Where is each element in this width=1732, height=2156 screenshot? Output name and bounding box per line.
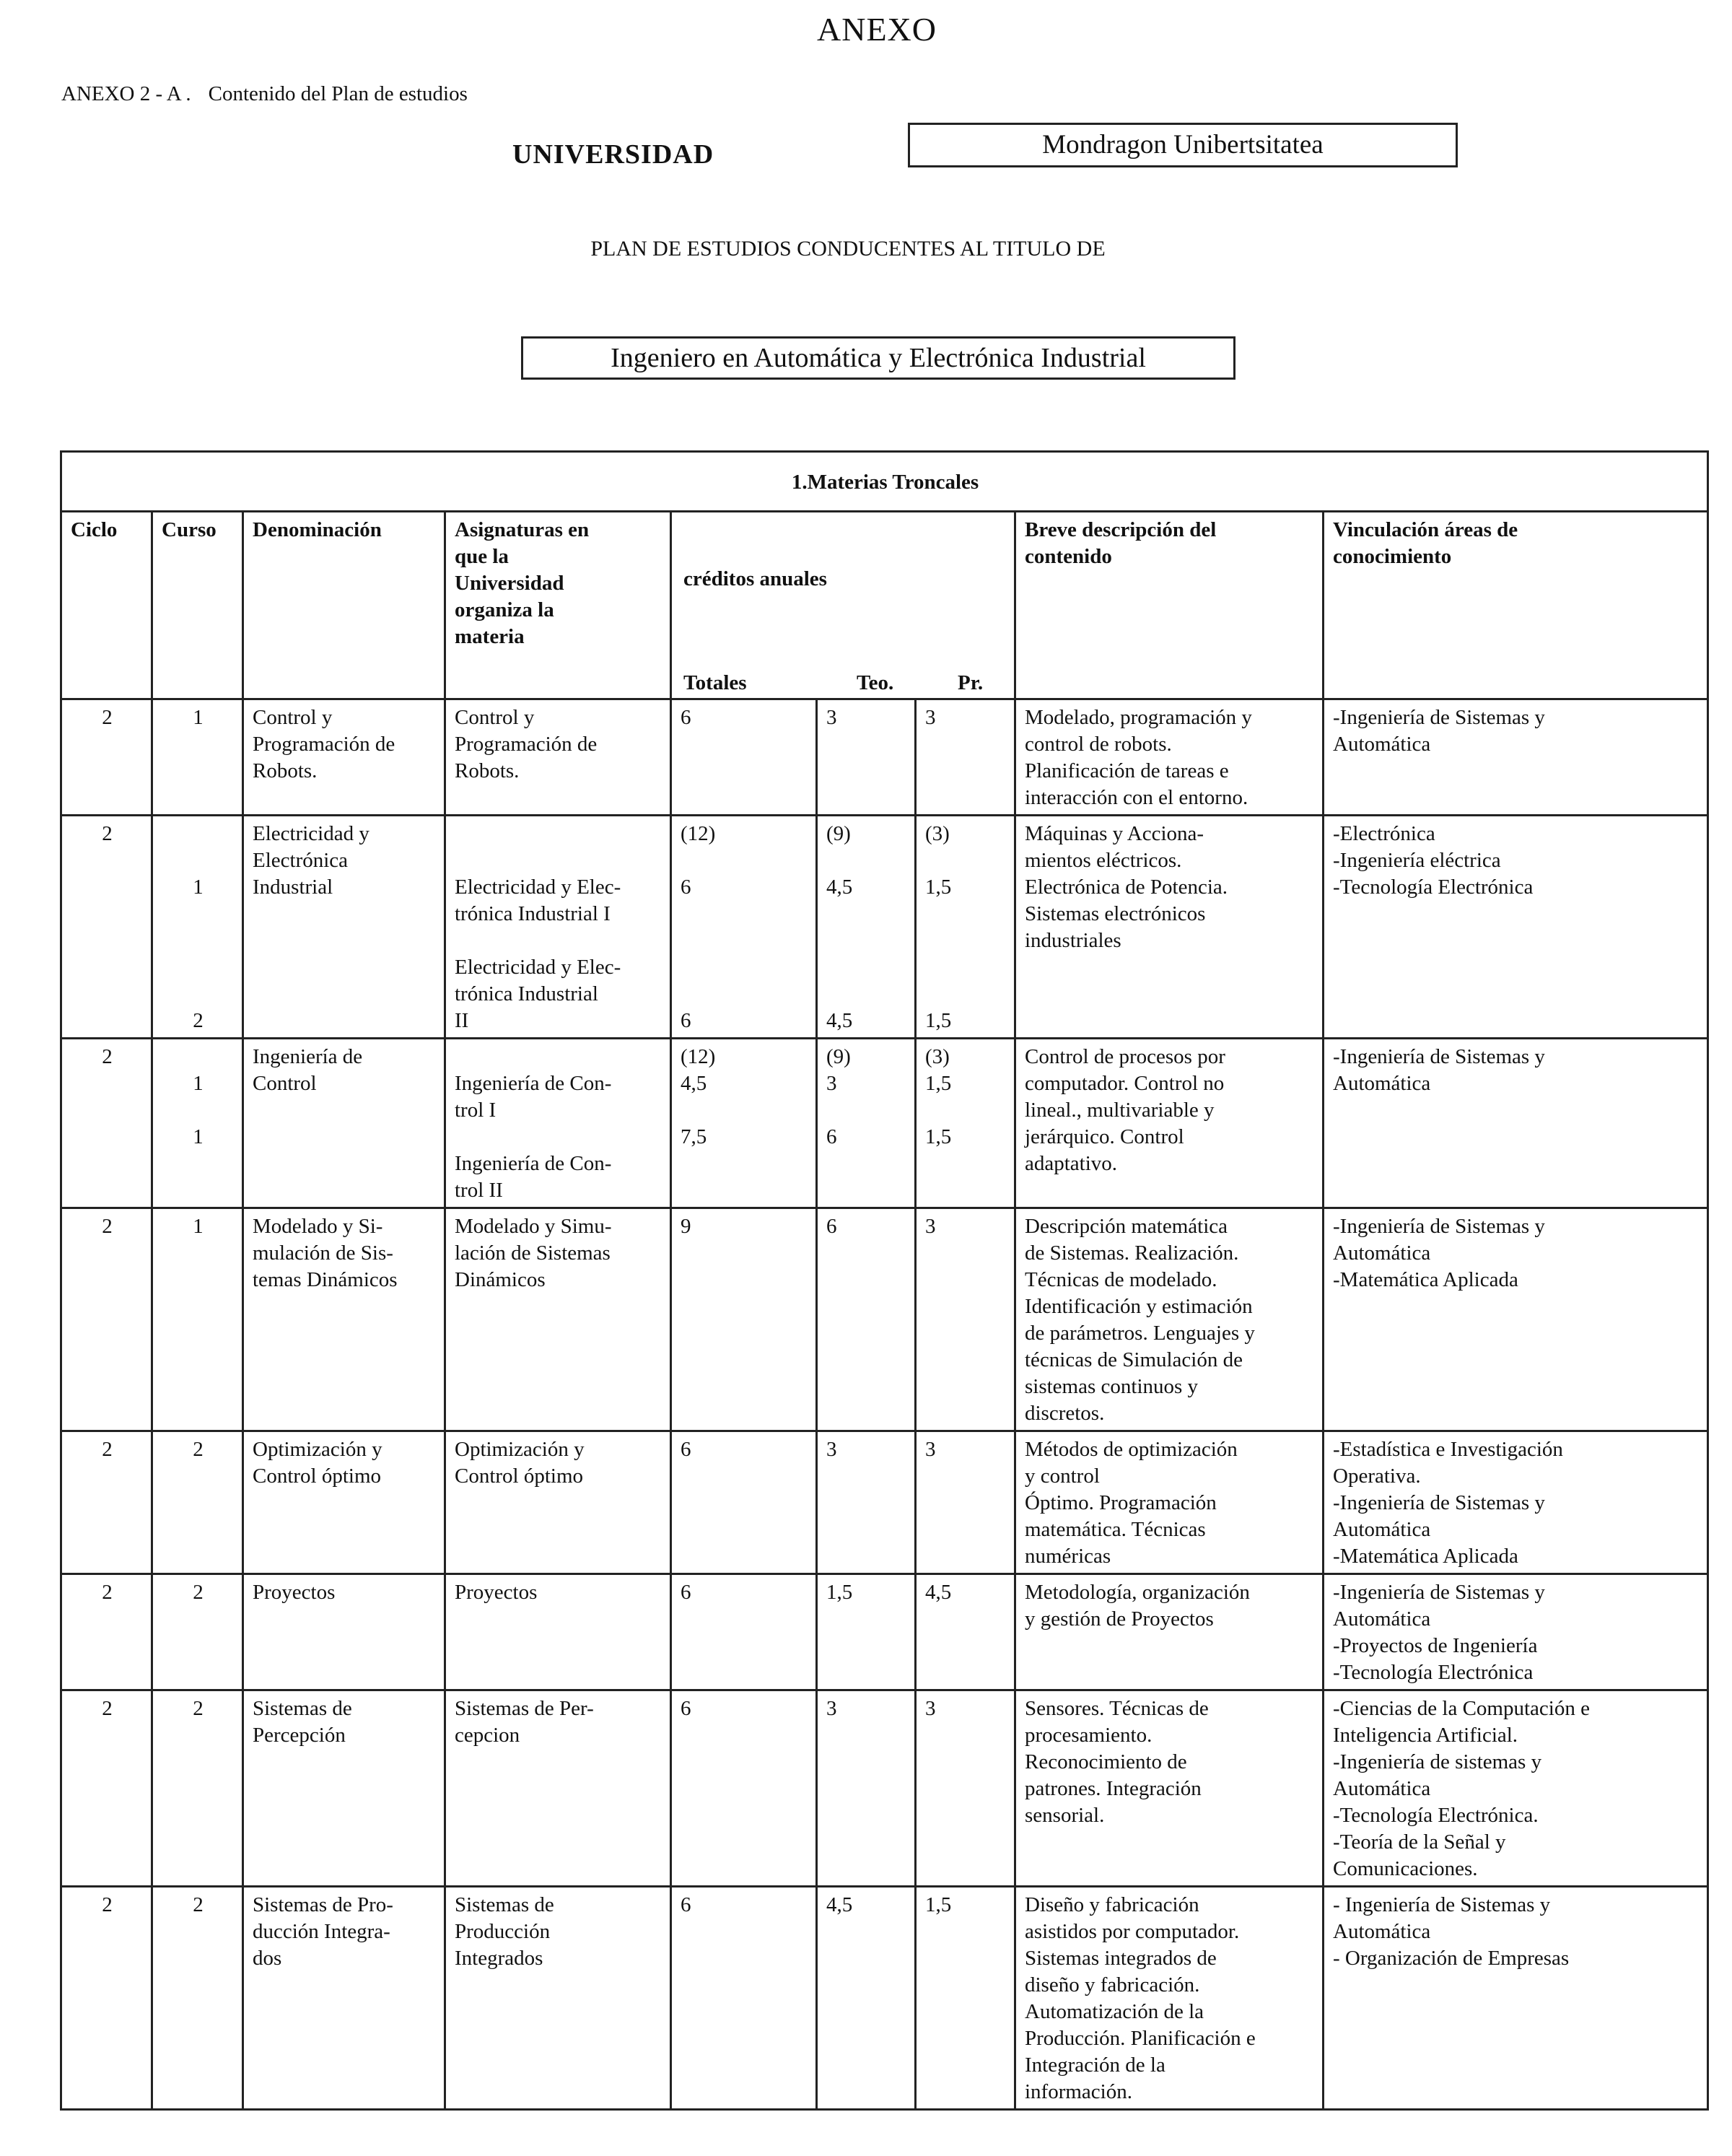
text-line: que la xyxy=(455,545,509,568)
cell-denominacion xyxy=(243,1208,445,1431)
cell-teo: 3 xyxy=(817,1431,916,1574)
cell-denominacion xyxy=(243,1574,445,1690)
cell-descripcion xyxy=(1015,1208,1324,1431)
text-line: (12) xyxy=(681,1045,716,1068)
cell-descripcion xyxy=(1015,1690,1324,1887)
text-line: Control y xyxy=(253,706,333,729)
header-pr: Pr. xyxy=(958,671,984,694)
university-label: UNIVERSIDAD xyxy=(512,139,714,170)
cell-totales: 6 xyxy=(671,699,817,816)
cell-totales xyxy=(671,1039,817,1208)
text-line: lación de Sistemas xyxy=(455,1241,611,1265)
curriculum-table xyxy=(60,450,1709,2111)
text-line: Identificación y estimación xyxy=(1025,1295,1253,1318)
cell-vinculacion xyxy=(1324,1690,1708,1887)
cell-asignaturas xyxy=(445,1039,671,1208)
cell-denominacion xyxy=(243,699,445,816)
cell-teo xyxy=(817,1039,916,1208)
text-line: Ingeniería de Con- xyxy=(455,1072,612,1095)
text-line: Control de procesos por xyxy=(1025,1045,1225,1068)
cell-ciclo: 2 xyxy=(61,1690,152,1887)
text-line: 6 xyxy=(681,1009,691,1032)
plan-heading: PLAN DE ESTUDIOS CONDUCENTES AL TITULO DE xyxy=(590,237,1106,261)
cell-totales: 6 xyxy=(671,1574,817,1690)
text-line: -Teoría de la Señal y xyxy=(1333,1830,1506,1854)
cell-denominacion xyxy=(243,1431,445,1574)
text-line: Producción xyxy=(455,1920,551,1943)
cell-totales: 6 xyxy=(671,1887,817,2110)
text-line: (12) xyxy=(681,822,716,845)
cell-curso: 1 xyxy=(152,1208,243,1431)
text-line: Descripción matemática xyxy=(1025,1215,1228,1238)
text-line: 1 xyxy=(193,1072,204,1095)
cell-curso xyxy=(152,1039,243,1208)
text-line: 4,5 xyxy=(826,876,853,899)
cell-ciclo: 2 xyxy=(61,699,152,816)
text-line: Sistemas de xyxy=(253,1697,352,1720)
text-line: - Organización de Empresas xyxy=(1333,1947,1570,1970)
text-line: Electricidad y xyxy=(253,822,369,845)
text-line: Percepción xyxy=(253,1724,346,1747)
text-line: 3 xyxy=(826,1072,837,1095)
text-line: Electricidad y Elec- xyxy=(455,876,621,899)
text-line: -Tecnología Electrónica. xyxy=(1333,1804,1539,1827)
cell-totales: 6 xyxy=(671,1690,817,1887)
text-line: -Tecnología Electrónica xyxy=(1333,876,1534,899)
cell-totales: 9 xyxy=(671,1208,817,1431)
text-line: trol I xyxy=(455,1099,497,1122)
text-line: Planificación de tareas e xyxy=(1025,759,1229,782)
text-line: Programación de xyxy=(253,733,395,756)
text-line: -Proyectos de Ingeniería xyxy=(1333,1634,1538,1657)
text-line: Asignaturas en xyxy=(455,518,590,541)
page-title: ANEXO xyxy=(817,11,937,48)
text-line: - Ingeniería de Sistemas y xyxy=(1333,1893,1551,1916)
text-line: Sistemas electrónicos xyxy=(1025,902,1206,925)
cell-curso: 2 xyxy=(152,1887,243,2110)
text-line: Automática xyxy=(1333,733,1431,756)
text-line: Sistemas de Per- xyxy=(455,1697,594,1720)
header-row xyxy=(61,512,1708,699)
cell-asignaturas xyxy=(445,1690,671,1887)
cell-pr xyxy=(916,1039,1015,1208)
cell-pr: 3 xyxy=(916,699,1015,816)
cell-pr: 4,5 xyxy=(916,1574,1015,1690)
cell-asignaturas xyxy=(445,1431,671,1574)
cell-vinculacion xyxy=(1324,1208,1708,1431)
text-line: 1,5 xyxy=(925,876,952,899)
cell-teo: 6 xyxy=(817,1208,916,1431)
text-line: 2 xyxy=(193,1009,204,1032)
table-row xyxy=(61,1431,1708,1574)
degree-title-box: Ingeniero en Automática y Electrónica Industrial xyxy=(521,336,1235,380)
text-line: y gestión de Proyectos xyxy=(1025,1607,1214,1631)
annex-description: Contenido del Plan de estudios xyxy=(208,82,468,105)
text-line: Diseño y fabricación xyxy=(1025,1893,1199,1916)
header-asignaturas xyxy=(445,512,671,699)
text-line: industriales xyxy=(1025,929,1121,952)
cell-vinculacion xyxy=(1324,816,1708,1039)
header-creditos xyxy=(671,512,1015,699)
cell-ciclo: 2 xyxy=(61,1039,152,1208)
text-line: -Ingeniería de Sistemas y xyxy=(1333,1215,1545,1238)
table-row xyxy=(61,1039,1708,1208)
cell-vinculacion xyxy=(1324,1574,1708,1690)
text-line: Robots. xyxy=(253,759,318,782)
text-line: Industrial xyxy=(253,876,333,899)
table-row xyxy=(61,1887,1708,2110)
cell-teo: 1,5 xyxy=(817,1574,916,1690)
cell-pr: 3 xyxy=(916,1208,1015,1431)
text-line: Técnicas de modelado. xyxy=(1025,1268,1217,1291)
text-line: control de robots. xyxy=(1025,733,1172,756)
cell-pr: 3 xyxy=(916,1690,1015,1887)
cell-descripcion xyxy=(1015,1574,1324,1690)
header-descripcion xyxy=(1015,512,1324,699)
text-line: Ingeniería de xyxy=(253,1045,363,1068)
cell-ciclo: 2 xyxy=(61,1574,152,1690)
text-line: Optimización y xyxy=(455,1438,585,1461)
text-line: -Electrónica xyxy=(1333,822,1435,845)
text-line: Inteligencia Artificial. xyxy=(1333,1724,1518,1747)
text-line: trol II xyxy=(455,1179,503,1202)
header-denominacion: Denominación xyxy=(243,512,445,699)
text-line: -Ingeniería de Sistemas y xyxy=(1333,1491,1545,1514)
text-line: -Ciencias de la Computación e xyxy=(1333,1697,1590,1720)
text-line: Electrónica de Potencia. xyxy=(1025,876,1228,899)
text-line: (3) xyxy=(925,1045,950,1068)
cell-pr: 1,5 xyxy=(916,1887,1015,2110)
text-line: -Estadística e Investigación xyxy=(1333,1438,1563,1461)
university-name-box: Mondragon Unibertsitatea xyxy=(908,123,1458,167)
text-line: Reconocimiento de xyxy=(1025,1750,1187,1773)
cell-totales xyxy=(671,816,817,1039)
text-line: organiza la xyxy=(455,598,554,621)
text-line: Ingeniería de Con- xyxy=(455,1152,612,1175)
text-line: contenido xyxy=(1025,545,1112,568)
text-line: trónica Industrial xyxy=(455,982,598,1005)
text-line: Control xyxy=(253,1072,317,1095)
text-line: -Ingeniería de sistemas y xyxy=(1333,1750,1542,1773)
header-ciclo: Ciclo xyxy=(61,512,152,699)
text-line: Modelado y Si- xyxy=(253,1215,383,1238)
text-line: Metodología, organización xyxy=(1025,1581,1250,1604)
text-line: 1 xyxy=(193,1125,204,1148)
text-line: Robots. xyxy=(455,759,520,782)
header-teo: Teo. xyxy=(857,671,894,694)
cell-vinculacion xyxy=(1324,699,1708,816)
cell-descripcion xyxy=(1015,699,1324,816)
text-line: Universidad xyxy=(455,572,564,595)
cell-curso: 2 xyxy=(152,1574,243,1690)
text-line: Integrados xyxy=(455,1947,543,1970)
cell-teo: 3 xyxy=(817,1690,916,1887)
cell-ciclo: 2 xyxy=(61,816,152,1039)
cell-pr: 3 xyxy=(916,1431,1015,1574)
cell-asignaturas xyxy=(445,1887,671,2110)
text-line: Breve descripción del xyxy=(1025,518,1217,541)
cell-vinculacion xyxy=(1324,1887,1708,2110)
text-line: de parámetros. Lenguajes y xyxy=(1025,1322,1255,1345)
text-line: Electrónica xyxy=(253,849,349,872)
cell-ciclo: 2 xyxy=(61,1887,152,2110)
text-line: 7,5 xyxy=(681,1125,707,1148)
text-line: mulación de Sis- xyxy=(253,1241,393,1265)
text-line: -Ingeniería de Sistemas y xyxy=(1333,1581,1545,1604)
text-line: Automática xyxy=(1333,1607,1431,1631)
header-vinculacion xyxy=(1324,512,1708,699)
cell-teo: 3 xyxy=(817,699,916,816)
text-line: -Ingeniería eléctrica xyxy=(1333,849,1501,872)
text-line: numéricas xyxy=(1025,1545,1111,1568)
cell-descripcion xyxy=(1015,816,1324,1039)
text-line: -Matemática Aplicada xyxy=(1333,1268,1518,1291)
text-line: Control óptimo xyxy=(253,1465,382,1488)
text-line: asistidos por computador. xyxy=(1025,1920,1240,1943)
text-line: Proyectos xyxy=(455,1581,538,1604)
header-curso: Curso xyxy=(152,512,243,699)
cell-denominacion xyxy=(243,1039,445,1208)
cell-curso: 2 xyxy=(152,1431,243,1574)
text-line: discretos. xyxy=(1025,1402,1105,1425)
text-line: y control xyxy=(1025,1465,1100,1488)
cell-ciclo: 2 xyxy=(61,1431,152,1574)
text-line: Sistemas de xyxy=(455,1893,554,1916)
cell-descripcion xyxy=(1015,1887,1324,2110)
annex-line xyxy=(61,82,468,106)
text-line: 6 xyxy=(681,876,691,899)
text-line: (3) xyxy=(925,822,950,845)
text-line: patrones. Integración xyxy=(1025,1777,1202,1800)
text-line: Optimización y xyxy=(253,1438,382,1461)
text-line: Integración de la xyxy=(1025,2054,1165,2077)
text-line: información. xyxy=(1025,2080,1132,2103)
text-line: 6 xyxy=(826,1125,837,1148)
text-line: II xyxy=(455,1009,469,1032)
text-line: Automática xyxy=(1333,1920,1431,1943)
text-line: Comunicaciones. xyxy=(1333,1857,1478,1880)
text-line: Programación de xyxy=(455,733,598,756)
cell-asignaturas xyxy=(445,816,671,1039)
text-line: dos xyxy=(253,1947,282,1970)
cell-teo xyxy=(817,816,916,1039)
section-title: 1.Materias Troncales xyxy=(61,452,1708,512)
text-line: Control óptimo xyxy=(455,1465,584,1488)
cell-totales: 6 xyxy=(671,1431,817,1574)
cell-curso xyxy=(152,816,243,1039)
text-line: lineal., multivariable y xyxy=(1025,1099,1215,1122)
cell-teo: 4,5 xyxy=(817,1887,916,2110)
text-line: computador. Control no xyxy=(1025,1072,1225,1095)
text-line: Automática xyxy=(1333,1518,1431,1541)
header-creditos-label: créditos anuales xyxy=(683,567,827,590)
text-line: Control y xyxy=(455,706,535,729)
text-line: Modelado y Simu- xyxy=(455,1215,612,1238)
text-line: 1,5 xyxy=(925,1009,952,1032)
text-line: Sensores. Técnicas de xyxy=(1025,1697,1209,1720)
cell-descripcion xyxy=(1015,1431,1324,1574)
text-line: sensorial. xyxy=(1025,1804,1105,1827)
annex-code: ANEXO 2 - A . xyxy=(61,82,191,105)
text-line: sistemas continuos y xyxy=(1025,1375,1199,1398)
text-line: trónica Industrial I xyxy=(455,902,611,925)
text-line: temas Dinámicos xyxy=(253,1268,398,1291)
text-line: -Matemática Aplicada xyxy=(1333,1545,1518,1568)
text-line: 1,5 xyxy=(925,1125,952,1148)
text-line: diseño y fabricación. xyxy=(1025,1973,1200,1996)
text-line: Dinámicos xyxy=(455,1268,546,1291)
table-row xyxy=(61,1690,1708,1887)
text-line: -Tecnología Electrónica xyxy=(1333,1661,1534,1684)
cell-curso: 1 xyxy=(152,699,243,816)
cell-vinculacion xyxy=(1324,1431,1708,1574)
cell-descripcion xyxy=(1015,1039,1324,1208)
cell-asignaturas xyxy=(445,1208,671,1431)
cell-denominacion xyxy=(243,816,445,1039)
text-line: materia xyxy=(455,625,525,648)
cell-asignaturas xyxy=(445,1574,671,1690)
text-line: Modelado, programación y xyxy=(1025,706,1252,729)
cell-vinculacion xyxy=(1324,1039,1708,1208)
cell-denominacion xyxy=(243,1690,445,1887)
text-line: 1,5 xyxy=(925,1072,952,1095)
text-line: (9) xyxy=(826,1045,851,1068)
text-line: -Ingeniería de Sistemas y xyxy=(1333,706,1545,729)
text-line: 1 xyxy=(193,876,204,899)
text-line: conocimiento xyxy=(1333,545,1452,568)
text-line: Proyectos xyxy=(253,1581,336,1604)
text-line: ducción Integra- xyxy=(253,1920,390,1943)
text-line: Automática xyxy=(1333,1072,1431,1095)
text-line: 4,5 xyxy=(826,1009,853,1032)
text-line: Sistemas integrados de xyxy=(1025,1947,1217,1970)
text-line: de Sistemas. Realización. xyxy=(1025,1241,1239,1265)
table-row xyxy=(61,1574,1708,1690)
text-line: mientos eléctricos. xyxy=(1025,849,1182,872)
cell-ciclo: 2 xyxy=(61,1208,152,1431)
text-line: procesamiento. xyxy=(1025,1724,1153,1747)
cell-denominacion xyxy=(243,1887,445,2110)
text-line: adaptativo. xyxy=(1025,1152,1118,1175)
text-line: Automatización de la xyxy=(1025,2000,1204,2023)
table-row xyxy=(61,1208,1708,1431)
header-totales: Totales xyxy=(683,671,747,694)
text-line: técnicas de Simulación de xyxy=(1025,1348,1243,1371)
text-line: Automática xyxy=(1333,1241,1431,1265)
cell-asignaturas xyxy=(445,699,671,816)
text-line: Sistemas de Pro- xyxy=(253,1893,393,1916)
cell-curso: 2 xyxy=(152,1690,243,1887)
text-line: Vinculación áreas de xyxy=(1333,518,1518,541)
text-line: Producción. Planificación e xyxy=(1025,2027,1256,2050)
text-line: Máquinas y Acciona- xyxy=(1025,822,1204,845)
table-row xyxy=(61,699,1708,816)
text-line: jerárquico. Control xyxy=(1025,1125,1184,1148)
text-line: matemática. Técnicas xyxy=(1025,1518,1206,1541)
text-line: Métodos de optimización xyxy=(1025,1438,1238,1461)
text-line: Electricidad y Elec- xyxy=(455,956,621,979)
text-line: -Ingeniería de Sistemas y xyxy=(1333,1045,1545,1068)
text-line: Óptimo. Programación xyxy=(1025,1491,1217,1514)
table-row xyxy=(61,816,1708,1039)
text-line: Operativa. xyxy=(1333,1465,1421,1488)
text-line: (9) xyxy=(826,822,851,845)
text-line: Automática xyxy=(1333,1777,1431,1800)
cell-pr xyxy=(916,816,1015,1039)
text-line: cepcion xyxy=(455,1724,520,1747)
text-line: interacción con el entorno. xyxy=(1025,786,1248,809)
text-line: 4,5 xyxy=(681,1072,707,1095)
